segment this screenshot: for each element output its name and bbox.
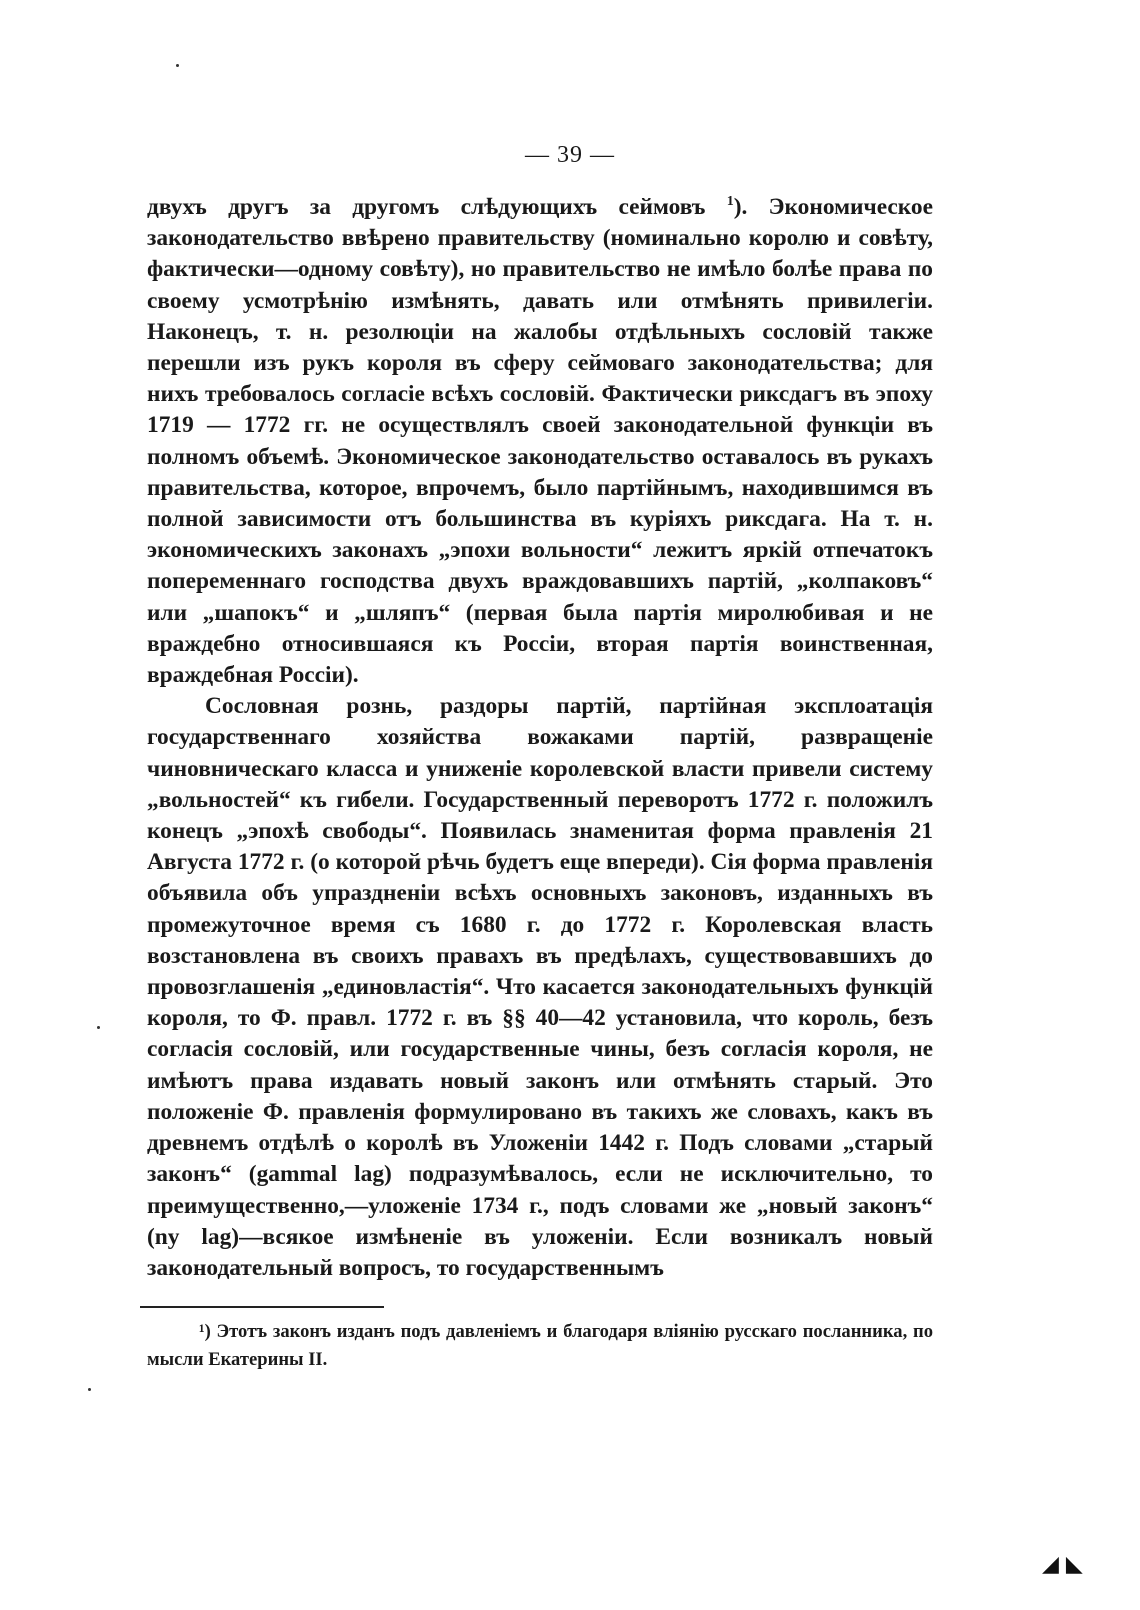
print-speck <box>88 1388 91 1391</box>
footnote <box>147 1318 933 1374</box>
page-number: — 39 — <box>525 142 615 168</box>
paragraph-1-start: двухъ другъ за другомъ слѣдующихъ сеймовъ <box>147 194 727 220</box>
main-text <box>147 192 933 1284</box>
footnote-marker: ¹) <box>199 1321 211 1342</box>
paragraph-2: Сословная рознь, раздоры партій, партійная эксплоатація государственнаго хозяйства вожаками партій, развращеніе чиновническаго класса и униженіе королевской власти привели систему „вольностей“ къ гибели. Государственный переворотъ 1772 г. положилъ конецъ „эпохѣ свободы“. Появилась знаменитая форма правленія 21 Августа 1772 г. (о которой рѣчь будетъ еще впереди). Сія форма правленія объявила объ упраздненіи всѣхъ основныхъ законовъ, изданныхъ въ промежуточное время съ 1680 г. до 1772 г. Королевская власть возстановлена въ своихъ правахъ въ предѣлахъ, существовавшихъ до провозглашенія „единовластія“. Что касается законодательныхъ функцій короля, то Ф. правл. 1772 г. въ §§ 40—42 установила, что король, безъ согласія сословій, или государственные чины, безъ согласія короля, не имѣютъ права издавать новый законъ или отмѣнять старый. Это положеніе Ф. правленія формулировано въ такихъ же словахъ, какъ въ древнемъ отдѣлѣ о королѣ въ Уложеніи 1442 г. Подъ словами „старый законъ“ (gammal lag) подразумѣвалось, если не исключительно, то преимущественно,—уложеніе 1734 г., подъ словами же „новый законъ“ (ny lag)—всякое измѣненіе въ уложеніи. Если возникалъ новый законодательный вопросъ, то государственнымъ <box>147 693 933 1281</box>
paragraph-1 <box>147 192 933 691</box>
print-speck <box>97 1026 100 1029</box>
footnote-text: Этотъ законъ изданъ подъ давленіемъ и благодаря вліянію русскаго посланника, по мысли Екатерины II. <box>147 1321 933 1370</box>
scan-corner-marks: ◢ ◣ <box>1042 1552 1083 1577</box>
footnote-reference: 1 <box>726 193 734 210</box>
print-speck <box>176 64 179 67</box>
footnote-divider <box>140 1306 384 1308</box>
paragraph-1-rest: ). Экономическое законодательство ввѣрено правительству (номинально королю и совѣту, фактически—одному совѣту), но правительство не имѣло болѣе права по своему усмотрѣнію измѣнять, давать или отмѣнять привилегіи. Наконецъ, т. н. резолюціи на жалобы отдѣльныхъ сословій также перешли изъ рукъ короля въ сферу сеймоваго законодательства; для нихъ требовалось согласіе всѣхъ сословій. Фактически риксдагъ въ эпоху 1719 — 1772 гг. не осуществлялъ своей законодательной функціи въ полномъ объемѣ. Экономическое законодательство оставалось въ рукахъ правительства, которое, впрочемъ, было партійнымъ, находившимся въ полной зависимости отъ большинства въ куріяхъ риксдага. На т. н. экономическихъ законахъ „эпохи вольности“ лежитъ яркій отпечатокъ попеременнаго господства двухъ враждовавшихъ партій, „колпаковъ“ или „шапокъ“ и „шляпъ“ (первая была партія миролюбивая и не враждебно относившаяся къ Россіи, вторая партія воинственная, враждебная Россіи). <box>147 194 933 689</box>
